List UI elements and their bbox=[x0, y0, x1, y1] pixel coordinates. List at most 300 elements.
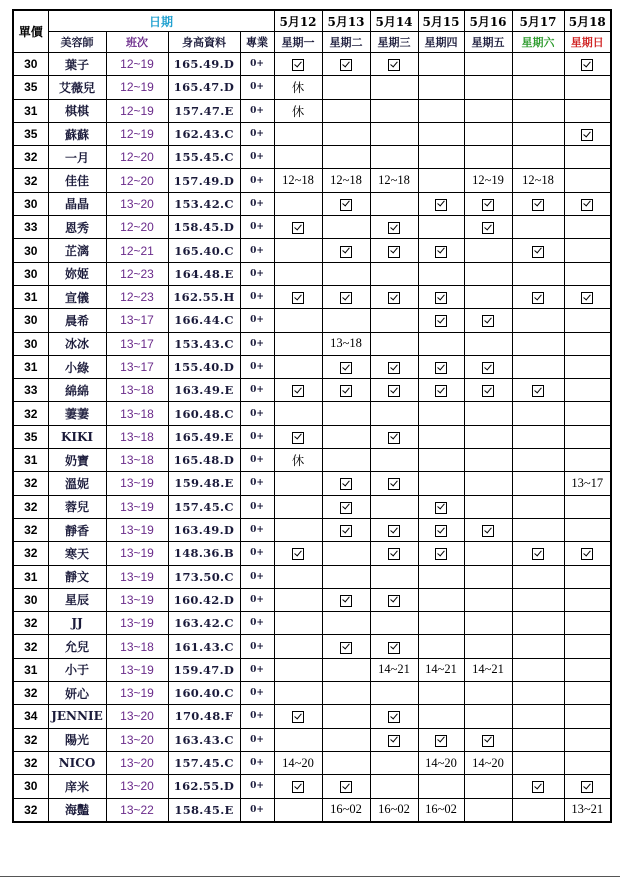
day-cell-empty bbox=[564, 146, 611, 169]
day-cell-checked bbox=[274, 775, 322, 798]
checkbox-checked-icon bbox=[340, 385, 352, 397]
table-row bbox=[13, 122, 611, 145]
price-cell: 30 bbox=[13, 588, 48, 611]
day-cell-empty bbox=[564, 449, 611, 472]
table-row bbox=[13, 472, 611, 495]
stylist-name-cell: 妍心 bbox=[48, 682, 106, 705]
table-row bbox=[13, 495, 611, 518]
checkbox-checked-icon bbox=[435, 525, 447, 537]
day-cell-empty bbox=[512, 588, 564, 611]
day-cell-empty bbox=[564, 216, 611, 239]
day-cell-empty bbox=[464, 122, 512, 145]
body-data-cell: 155.40.D bbox=[168, 355, 240, 378]
day-cell-empty bbox=[418, 612, 464, 635]
stylist-name-cell: 恩秀 bbox=[48, 216, 106, 239]
day-cell-empty bbox=[418, 216, 464, 239]
checkbox-checked-icon bbox=[435, 292, 447, 304]
day-cell-checked bbox=[464, 309, 512, 332]
table-row bbox=[13, 728, 611, 751]
specialty-cell: 0+ bbox=[240, 402, 274, 425]
day-cell-empty bbox=[418, 122, 464, 145]
date-header-cell: 5月18 bbox=[564, 10, 611, 32]
day-cell-empty bbox=[512, 402, 564, 425]
checkbox-checked-icon bbox=[292, 711, 304, 723]
specialty-cell: 0+ bbox=[240, 588, 274, 611]
body-data-cell: 162.55.D bbox=[168, 775, 240, 798]
schedule-table bbox=[12, 9, 612, 823]
shift-cell: 13~18 bbox=[106, 449, 168, 472]
weekday-header-cell: 星期五 bbox=[464, 32, 512, 53]
day-cell-empty bbox=[418, 146, 464, 169]
checkbox-checked-icon bbox=[388, 246, 400, 258]
stylist-name-cell: 陽光 bbox=[48, 728, 106, 751]
day-cell-empty bbox=[322, 658, 370, 681]
price-cell: 30 bbox=[13, 53, 48, 76]
specialty-cell: 0+ bbox=[240, 169, 274, 192]
body-data-cell: 166.44.C bbox=[168, 309, 240, 332]
table-row bbox=[13, 239, 611, 262]
day-cell-checked bbox=[564, 192, 611, 215]
stylist-name-cell: 宣儀 bbox=[48, 285, 106, 308]
day-cell-empty bbox=[512, 658, 564, 681]
day-cell-checked bbox=[418, 239, 464, 262]
table-row bbox=[13, 518, 611, 541]
body-data-cell: 161.43.C bbox=[168, 635, 240, 658]
day-cell-checked bbox=[418, 728, 464, 751]
day-cell-empty bbox=[464, 332, 512, 355]
day-cell-empty bbox=[464, 99, 512, 122]
day-cell-checked bbox=[322, 588, 370, 611]
shift-cell: 13~17 bbox=[106, 355, 168, 378]
day-cell-empty bbox=[322, 216, 370, 239]
day-cell-note: 休 bbox=[274, 449, 322, 472]
day-cell-empty bbox=[274, 192, 322, 215]
price-cell: 33 bbox=[13, 216, 48, 239]
stylist-name-cell: 海豔 bbox=[48, 798, 106, 822]
stylist-name-cell: 晨希 bbox=[48, 309, 106, 332]
day-cell-checked bbox=[512, 239, 564, 262]
checkbox-checked-icon bbox=[435, 385, 447, 397]
price-cell: 31 bbox=[13, 565, 48, 588]
specialty-cell: 0+ bbox=[240, 728, 274, 751]
price-cell: 35 bbox=[13, 425, 48, 448]
stylist-name-cell: 溫妮 bbox=[48, 472, 106, 495]
shift-cell: 13~19 bbox=[106, 472, 168, 495]
shift-cell: 13~19 bbox=[106, 542, 168, 565]
checkbox-checked-icon bbox=[435, 315, 447, 327]
day-cell-empty bbox=[512, 332, 564, 355]
day-cell-checked bbox=[370, 728, 418, 751]
day-cell-empty bbox=[418, 775, 464, 798]
body-data-cell: 157.45.C bbox=[168, 495, 240, 518]
stylist-name-cell: NICO bbox=[48, 751, 106, 774]
day-cell-empty bbox=[512, 122, 564, 145]
checkbox-checked-icon bbox=[482, 315, 494, 327]
date-header-cell: 5月12 bbox=[274, 10, 322, 32]
day-cell-empty bbox=[322, 728, 370, 751]
specialty-cell: 0+ bbox=[240, 146, 274, 169]
checkbox-checked-icon bbox=[435, 246, 447, 258]
stylist-name-cell: 一月 bbox=[48, 146, 106, 169]
price-cell: 33 bbox=[13, 379, 48, 402]
day-cell-checked bbox=[464, 355, 512, 378]
checkbox-checked-icon bbox=[482, 362, 494, 374]
specialty-cell: 0+ bbox=[240, 449, 274, 472]
price-cell: 31 bbox=[13, 285, 48, 308]
specialty-cell: 0+ bbox=[240, 775, 274, 798]
day-cell-empty bbox=[370, 751, 418, 774]
day-cell-empty bbox=[512, 565, 564, 588]
price-cell: 32 bbox=[13, 518, 48, 541]
day-cell-checked bbox=[322, 53, 370, 76]
shift-cell: 13~18 bbox=[106, 425, 168, 448]
price-cell: 30 bbox=[13, 332, 48, 355]
checkbox-checked-icon bbox=[581, 548, 593, 560]
day-cell-note: 12~19 bbox=[464, 169, 512, 192]
day-cell-note: 14~21 bbox=[418, 658, 464, 681]
specialty-cell: 0+ bbox=[240, 798, 274, 822]
checkbox-checked-icon bbox=[581, 292, 593, 304]
specialty-cell: 0+ bbox=[240, 472, 274, 495]
day-cell-empty bbox=[564, 355, 611, 378]
table-row bbox=[13, 565, 611, 588]
checkbox-checked-icon bbox=[388, 595, 400, 607]
day-cell-empty bbox=[370, 309, 418, 332]
weekday-header-cell: 星期六 bbox=[512, 32, 564, 53]
day-cell-empty bbox=[464, 682, 512, 705]
shift-cell: 12~20 bbox=[106, 146, 168, 169]
price-cell: 32 bbox=[13, 612, 48, 635]
price-cell: 34 bbox=[13, 705, 48, 728]
body-data-cell: 162.55.H bbox=[168, 285, 240, 308]
price-cell: 31 bbox=[13, 658, 48, 681]
date-header-cell: 5月15 bbox=[418, 10, 464, 32]
shift-cell: 13~18 bbox=[106, 379, 168, 402]
day-cell-empty bbox=[464, 425, 512, 448]
day-cell-empty bbox=[564, 425, 611, 448]
checkbox-checked-icon bbox=[482, 199, 494, 211]
specialty-cell: 0+ bbox=[240, 355, 274, 378]
price-cell: 32 bbox=[13, 728, 48, 751]
shift-cell: 13~20 bbox=[106, 192, 168, 215]
specialty-cell: 0+ bbox=[240, 239, 274, 262]
specialty-cell: 0+ bbox=[240, 262, 274, 285]
specialty-cell: 0+ bbox=[240, 99, 274, 122]
shift-cell: 13~18 bbox=[106, 402, 168, 425]
day-cell-empty bbox=[512, 472, 564, 495]
table-row bbox=[13, 635, 611, 658]
day-cell-checked bbox=[370, 355, 418, 378]
day-cell-empty bbox=[322, 612, 370, 635]
day-cell-empty bbox=[418, 53, 464, 76]
body-data-cell: 165.49.E bbox=[168, 425, 240, 448]
specialty-header: 專業 bbox=[240, 32, 274, 53]
day-cell-empty bbox=[418, 425, 464, 448]
checkbox-checked-icon bbox=[482, 735, 494, 747]
day-cell-empty bbox=[418, 705, 464, 728]
day-cell-empty bbox=[464, 262, 512, 285]
price-cell: 31 bbox=[13, 99, 48, 122]
day-cell-checked bbox=[464, 518, 512, 541]
day-cell-checked bbox=[274, 542, 322, 565]
day-cell-empty bbox=[370, 99, 418, 122]
checkbox-checked-icon bbox=[435, 548, 447, 560]
table-row bbox=[13, 425, 611, 448]
stylist-name-cell: 棋棋 bbox=[48, 99, 106, 122]
day-cell-note: 12~18 bbox=[512, 169, 564, 192]
day-cell-empty bbox=[564, 309, 611, 332]
table-row bbox=[13, 99, 611, 122]
specialty-cell: 0+ bbox=[240, 122, 274, 145]
stylist-name-cell: JJ bbox=[48, 612, 106, 635]
shift-cell: 13~19 bbox=[106, 588, 168, 611]
stylist-name-cell: 蘇蘇 bbox=[48, 122, 106, 145]
specialty-cell: 0+ bbox=[240, 53, 274, 76]
body-data-cell: 170.48.F bbox=[168, 705, 240, 728]
specialty-cell: 0+ bbox=[240, 612, 274, 635]
checkbox-checked-icon bbox=[388, 525, 400, 537]
day-cell-empty bbox=[274, 728, 322, 751]
checkbox-checked-icon bbox=[388, 222, 400, 234]
checkbox-checked-icon bbox=[340, 478, 352, 490]
price-cell: 32 bbox=[13, 798, 48, 822]
stylist-name-cell: 小綠 bbox=[48, 355, 106, 378]
stylist-header: 美容師 bbox=[48, 32, 106, 53]
checkbox-checked-icon bbox=[388, 362, 400, 374]
day-cell-empty bbox=[322, 682, 370, 705]
day-cell-checked bbox=[464, 379, 512, 402]
checkbox-checked-icon bbox=[532, 199, 544, 211]
shift-cell: 13~20 bbox=[106, 751, 168, 774]
header-row-columns bbox=[13, 32, 611, 53]
body-data-cell: 165.47.D bbox=[168, 76, 240, 99]
day-cell-empty bbox=[512, 309, 564, 332]
day-cell-empty bbox=[418, 635, 464, 658]
body-data-cell: 160.48.C bbox=[168, 402, 240, 425]
day-cell-empty bbox=[274, 518, 322, 541]
day-cell-empty bbox=[322, 425, 370, 448]
day-cell-empty bbox=[370, 775, 418, 798]
day-cell-empty bbox=[564, 751, 611, 774]
day-cell-checked bbox=[370, 379, 418, 402]
checkbox-checked-icon bbox=[388, 711, 400, 723]
shift-cell: 12~20 bbox=[106, 169, 168, 192]
day-cell-empty bbox=[512, 262, 564, 285]
weekday-header-cell: 星期日 bbox=[564, 32, 611, 53]
price-cell: 32 bbox=[13, 472, 48, 495]
day-cell-empty bbox=[322, 146, 370, 169]
body-data-header: 身高資料 bbox=[168, 32, 240, 53]
body-data-cell: 157.45.C bbox=[168, 751, 240, 774]
day-cell-empty bbox=[564, 682, 611, 705]
body-data-cell: 155.45.C bbox=[168, 146, 240, 169]
body-data-cell: 165.49.D bbox=[168, 53, 240, 76]
checkbox-checked-icon bbox=[532, 781, 544, 793]
stylist-name-cell: 葉子 bbox=[48, 53, 106, 76]
day-cell-empty bbox=[512, 146, 564, 169]
day-cell-empty bbox=[564, 76, 611, 99]
day-cell-empty bbox=[464, 565, 512, 588]
checkbox-checked-icon bbox=[532, 385, 544, 397]
day-cell-empty bbox=[418, 449, 464, 472]
shift-cell: 13~18 bbox=[106, 635, 168, 658]
table-row bbox=[13, 449, 611, 472]
day-cell-empty bbox=[274, 122, 322, 145]
price-cell: 35 bbox=[13, 76, 48, 99]
day-cell-checked bbox=[418, 192, 464, 215]
day-cell-checked bbox=[512, 775, 564, 798]
specialty-cell: 0+ bbox=[240, 658, 274, 681]
day-cell-empty bbox=[564, 728, 611, 751]
checkbox-checked-icon bbox=[532, 292, 544, 304]
day-cell-empty bbox=[274, 682, 322, 705]
day-cell-note: 14~20 bbox=[274, 751, 322, 774]
day-cell-empty bbox=[418, 472, 464, 495]
day-cell-empty bbox=[370, 146, 418, 169]
day-cell-checked bbox=[512, 542, 564, 565]
checkbox-checked-icon bbox=[340, 595, 352, 607]
day-cell-empty bbox=[274, 472, 322, 495]
day-cell-empty bbox=[274, 495, 322, 518]
day-cell-note: 16~02 bbox=[418, 798, 464, 822]
day-cell-checked bbox=[418, 379, 464, 402]
checkbox-checked-icon bbox=[292, 432, 304, 444]
day-cell-empty bbox=[322, 309, 370, 332]
day-cell-empty bbox=[564, 588, 611, 611]
shift-cell: 13~17 bbox=[106, 332, 168, 355]
body-data-cell: 165.40.C bbox=[168, 239, 240, 262]
price-cell: 32 bbox=[13, 169, 48, 192]
day-cell-note: 14~20 bbox=[464, 751, 512, 774]
table-row bbox=[13, 379, 611, 402]
day-cell-checked bbox=[274, 53, 322, 76]
day-cell-empty bbox=[564, 658, 611, 681]
day-cell-checked bbox=[322, 379, 370, 402]
table-row bbox=[13, 775, 611, 798]
checkbox-checked-icon bbox=[482, 385, 494, 397]
checkbox-checked-icon bbox=[435, 735, 447, 747]
day-cell-empty bbox=[274, 239, 322, 262]
day-cell-checked bbox=[418, 309, 464, 332]
checkbox-checked-icon bbox=[435, 362, 447, 374]
checkbox-checked-icon bbox=[581, 129, 593, 141]
checkbox-checked-icon bbox=[292, 222, 304, 234]
day-cell-empty bbox=[564, 99, 611, 122]
day-cell-empty bbox=[464, 472, 512, 495]
day-cell-empty bbox=[274, 588, 322, 611]
day-cell-empty bbox=[370, 495, 418, 518]
day-cell-note: 14~20 bbox=[418, 751, 464, 774]
specialty-cell: 0+ bbox=[240, 216, 274, 239]
day-cell-checked bbox=[370, 53, 418, 76]
stylist-name-cell: 晶晶 bbox=[48, 192, 106, 215]
weekday-header-cell: 星期四 bbox=[418, 32, 464, 53]
day-cell-checked bbox=[370, 542, 418, 565]
day-cell-empty bbox=[564, 239, 611, 262]
body-data-cell: 157.49.D bbox=[168, 169, 240, 192]
shift-cell: 13~17 bbox=[106, 309, 168, 332]
table-row bbox=[13, 798, 611, 822]
table-row bbox=[13, 146, 611, 169]
day-cell-empty bbox=[512, 682, 564, 705]
checkbox-checked-icon bbox=[388, 59, 400, 71]
day-cell-empty bbox=[370, 449, 418, 472]
day-cell-checked bbox=[370, 635, 418, 658]
shift-cell: 13~20 bbox=[106, 775, 168, 798]
checkbox-checked-icon bbox=[388, 478, 400, 490]
date-header-cell: 5月16 bbox=[464, 10, 512, 32]
day-cell-checked bbox=[322, 239, 370, 262]
stylist-name-cell: 芷漓 bbox=[48, 239, 106, 262]
checkbox-checked-icon bbox=[435, 199, 447, 211]
checkbox-checked-icon bbox=[388, 642, 400, 654]
body-data-cell: 157.47.E bbox=[168, 99, 240, 122]
stylist-name-cell: 妳姬 bbox=[48, 262, 106, 285]
day-cell-empty bbox=[322, 76, 370, 99]
table-row bbox=[13, 612, 611, 635]
specialty-cell: 0+ bbox=[240, 751, 274, 774]
day-cell-checked bbox=[370, 705, 418, 728]
day-cell-empty bbox=[512, 99, 564, 122]
day-cell-empty bbox=[322, 262, 370, 285]
day-cell-checked bbox=[418, 285, 464, 308]
price-cell: 32 bbox=[13, 682, 48, 705]
body-data-cell: 163.43.C bbox=[168, 728, 240, 751]
specialty-cell: 0+ bbox=[240, 425, 274, 448]
specialty-cell: 0+ bbox=[240, 635, 274, 658]
day-cell-note: 14~21 bbox=[464, 658, 512, 681]
checkbox-checked-icon bbox=[388, 292, 400, 304]
day-cell-empty bbox=[322, 122, 370, 145]
day-cell-checked bbox=[322, 495, 370, 518]
day-cell-note: 16~02 bbox=[370, 798, 418, 822]
day-cell-empty bbox=[370, 262, 418, 285]
day-cell-empty bbox=[464, 542, 512, 565]
day-cell-empty bbox=[564, 379, 611, 402]
day-cell-empty bbox=[564, 332, 611, 355]
stylist-name-cell: KIKI bbox=[48, 425, 106, 448]
day-cell-empty bbox=[512, 425, 564, 448]
day-cell-empty bbox=[464, 705, 512, 728]
body-data-cell: 158.45.D bbox=[168, 216, 240, 239]
price-cell: 31 bbox=[13, 449, 48, 472]
day-cell-empty bbox=[512, 612, 564, 635]
table-row bbox=[13, 542, 611, 565]
checkbox-checked-icon bbox=[340, 525, 352, 537]
price-cell: 30 bbox=[13, 239, 48, 262]
stylist-name-cell: 佳佳 bbox=[48, 169, 106, 192]
table-row bbox=[13, 262, 611, 285]
checkbox-checked-icon bbox=[388, 432, 400, 444]
page-divider bbox=[0, 876, 620, 877]
day-cell-empty bbox=[370, 192, 418, 215]
shift-cell: 13~19 bbox=[106, 682, 168, 705]
day-cell-checked bbox=[464, 728, 512, 751]
body-data-cell: 159.47.D bbox=[168, 658, 240, 681]
table-row bbox=[13, 682, 611, 705]
checkbox-checked-icon bbox=[340, 781, 352, 793]
day-cell-empty bbox=[512, 798, 564, 822]
stylist-name-cell: 蓉兒 bbox=[48, 495, 106, 518]
price-cell: 32 bbox=[13, 146, 48, 169]
day-cell-empty bbox=[564, 169, 611, 192]
day-cell-checked bbox=[464, 216, 512, 239]
body-data-cell: 163.49.D bbox=[168, 518, 240, 541]
specialty-cell: 0+ bbox=[240, 379, 274, 402]
checkbox-checked-icon bbox=[435, 502, 447, 514]
day-cell-checked bbox=[370, 425, 418, 448]
day-cell-empty bbox=[322, 705, 370, 728]
